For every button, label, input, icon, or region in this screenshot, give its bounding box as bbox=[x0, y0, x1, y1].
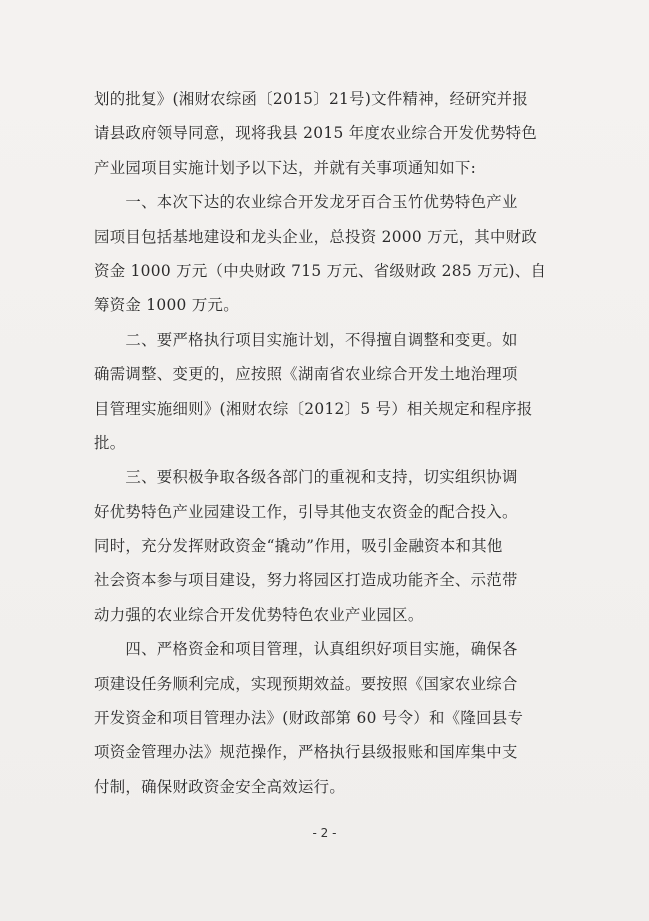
page-number: - 2 - bbox=[312, 826, 337, 840]
document-body bbox=[94, 82, 594, 804]
text-line: 四、严格资金和项目管理，认真组织好项目实施，确保各 bbox=[94, 640, 518, 659]
text-line: 确需调整、变更的，应按照《湖南省农业综合开发土地治理项 bbox=[94, 365, 518, 384]
text-line: 资金 1000 万元（中央财政 715 万元、省级财政 285 万元)、自 bbox=[94, 261, 547, 280]
text-line: 三、要积极争取各级各部门的重视和支持，切实组织协调 bbox=[94, 468, 518, 487]
text-line: 社会资本参与项目建设，努力将园区打造成功能齐全、示范带 bbox=[94, 571, 518, 590]
text-line: 筹资金 1000 万元。 bbox=[94, 296, 239, 315]
text-line: 产业园项目实施计划予以下达，并就有关事项通知如下: bbox=[94, 158, 477, 177]
text-line: 批。 bbox=[94, 433, 126, 452]
text-line: 付制，确保财政资金安全高效运行。 bbox=[94, 777, 346, 796]
text-line: 划的批复》(湘财农综函〔2015〕21号)文件精神，经研究并报 bbox=[94, 90, 529, 108]
text-line: 二、要严格执行项目实施计划，不得擅自调整和变更。如 bbox=[94, 330, 518, 349]
text-line: 请县政府领导同意，现将我县 2015 年度农业综合开发优势特色 bbox=[94, 124, 538, 143]
text-line: 动力强的农业综合开发优势特色农业产业园区。 bbox=[94, 605, 424, 624]
text-line: 同时，充分发挥财政资金“撬动”作用，吸引金融资本和其他 bbox=[94, 537, 503, 556]
text-line: 项资金管理办法》规范操作，严格执行县级报账和国库集中支 bbox=[94, 743, 518, 762]
text-line: 项建设任务顺利完成，实现预期效益。要按照《国家农业综合 bbox=[94, 674, 518, 693]
text-line: 园项目包括基地建设和龙头企业，总投资 2000 万元，其中财政 bbox=[94, 227, 538, 246]
text-line: 一、本次下达的农业综合开发龙牙百合玉竹优势特色产业 bbox=[94, 193, 518, 212]
text-line: 目管理实施细则》(湘财农综〔2012〕5 号）相关规定和程序报 bbox=[94, 399, 533, 418]
text-line: 好优势特色产业园建设工作，引导其他支农资金的配合投入。 bbox=[94, 502, 518, 521]
text-line: 开发资金和项目管理办法》(财政部第 60 号令）和《隆回县专 bbox=[94, 709, 524, 728]
